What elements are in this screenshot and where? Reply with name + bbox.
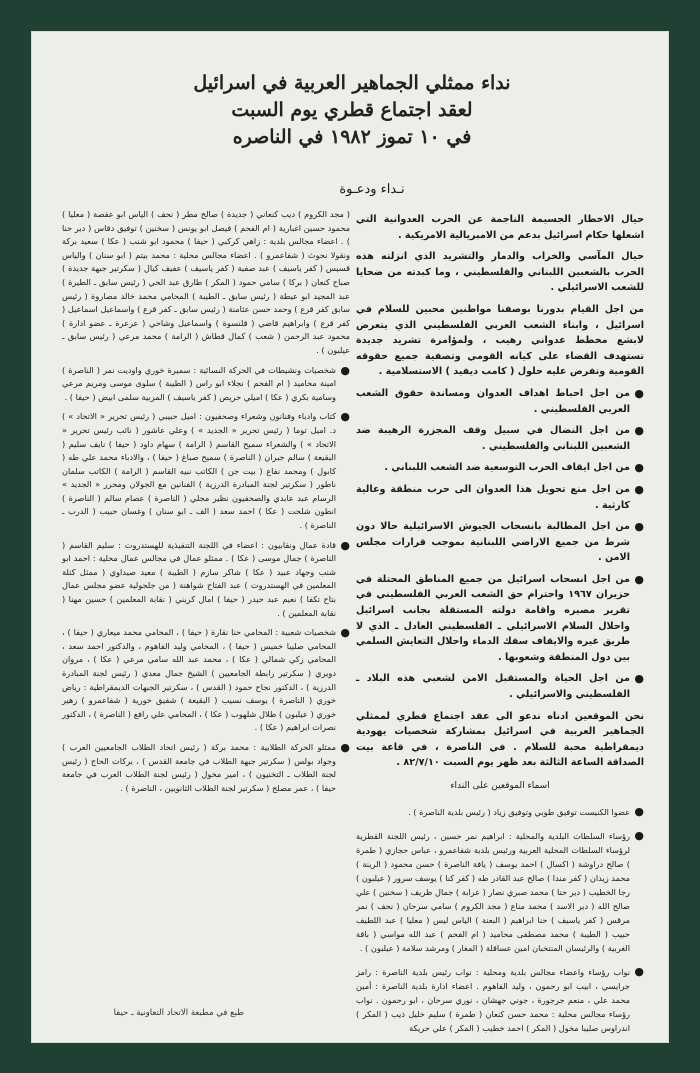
goal-item: ● من اجل المطالبة بانسحاب الجيوش الاسرائيلية حالا دون شرط من جميع الاراضي اللبنانية بموجب قرارات مجلس الامن .: [356, 519, 644, 566]
title-line-1: نداء ممثلي الجماهير العربية في اسرائيل: [193, 72, 511, 94]
goal-item: ● من اجل منع تحويل هذا العدوان الى حرب منطقة وعالية كارثية .: [356, 482, 644, 513]
signer-group: ● ممثلو الحركة الطلابية : محمد بركة ( رئيس اتحاد الطلاب الجامعيين العرب ) وجواد بولس ( سكرتير جبهة الطلاب في جامعة القدس ) ، بركات الحاج ( رئيس لجنة الطلاب ـ التخنيون ) ، امير مخول ( رئيس لجنة الطلاب العرب في جامعة حيفا ) ، عمر مصلح ( سكرتير لجنة الطلاب الثانويين ، الناصرة ) .: [62, 741, 350, 795]
signer-group: ● شخصيات ونشيطات في الحركة النسائية : سميرة خوري واوديت نمر ( الناصرة ) امينة محاميد ( ام الفحم ) نجلاء ابو راس ( الطيبة ) سلوى موسى ومريم مرعي وسامية بكري ( عكا ) اميلي حريص ( كفر ياسيف ) المربية سلمى ابيض ( حيفا ) .: [62, 364, 350, 405]
signers-heading: اسماء الموقعين على النداء: [450, 781, 550, 791]
intro-paragraph: من اجل القيام بدورنا بوصفنا مواطنين محبين للسلام في اسرائيل ، وابناء الشعب العربي الفلسطيني الذي يتعرض لابشع مخطط عدواني رهيب ، ولمؤامرة تشريد جديدة تستهدف القضاء على كيانه القومي وتصفية جميع حقوقه القومية وتفرض عليه حلول ( كامب ديفيد ) الاستسلامية .: [356, 303, 644, 378]
title-line-2: لعقد اجتماع قطري يوم السبت: [231, 99, 473, 121]
goal-item: ● من اجل انسحاب اسرائيل من جميع المناطق المحتلة في حزيران ١٩٦٧ واحترام حق الشعب العربي الفلسطيني في تقرير مصيره واقامة دولته المستقلة بجانب اسرائيل واحلال السلام الاسرائيلي ـ الفلسطيني العادل ـ الذي لا طريق غيره والايقاف سفك الدماء واحلال التعايش السلمي بين دول المنطقة وشعوبها .: [356, 572, 644, 666]
goal-item: ● من اجل ايقاف الحرب التوسعية ضد الشعب اللبناني .: [356, 460, 644, 476]
right-signer-lists: [356, 805, 644, 1035]
signer-group: ● شخصيات شعبية : المحامي حنا نقارة ( حيفا ) ، المحامي محمد ميعاري ( حيفا ) ، المحامي صليبا خميس ( حيفا ) ، المحامي وليد الفاهوم ، والدكتور احمد سعد ، المحامي زكي شمالي ( عكا ) ، محمد عبد الله سامي مرعي ( عكا ) ، مروان دويري ( سكرتير رابطة الجامعيين ) الشيخ جمال معدي ( رئيس لجنة المبادرة الدرزية ) ، الدكتور نجاح حمود ( القدس ) ، سكرتير الجبهات الديمقراطية : رياض خوري ( الناصرة ) يوسف نسيب ( البقيعة ) شفيق خورية ( شفاعمرو ) زهير خوري ( عيلبون ) طلال شلهوب ( عكا ) ، المحامي علي رافع ( الناصرة ) ، الدكتور نصرات ابراهيم ( عكا ) .: [62, 626, 350, 735]
goal-item: ● من اجل النضال في سبيل وقف المجزرة الرهيبة ضد الشعبين اللبناني والفلسطيني .: [356, 423, 644, 454]
signer-group: ● عضوا الكنيست توفيق طوبي وتوفيق زياد ( رئيس بلدية الناصرة ) .: [356, 805, 644, 819]
signer-group: ● رؤساء السلطات البلدية والمحلية : ابراهيم نمر حسين ، رئيس اللجنة القطرية لرؤساء السلطات المحلية العربية ورئيس بلدية شفاعمرو ، عباس حجازي ( طمرة ) صالح دراوشة ( اكسال ) احمد يوسف ( يافة الناصرة ) حسن محمود ( الرينة ) محمد زيدان ( كفر مندا ) صالح عبد القادر طه ( كفر كنا ) يوسف سرور ( عيلبون ) رجا الخطيب ( دير حنا ) محمد صبري نصار ( عرابة ) جمال ظريف ( سخنين ) علي صالح الله ( دير الاسد ) محمد مناع ( مجد الكروم ) سامي سرحان ( نحف ) نمر مرقس ( كفر ياسيف ) حنا ابراهيم ( البعنة ) الياس ليس ( معليا ) عبد اللطيف حبيب ( الطيبة ) محمد مصطفى محاميد ( ام الفحم ) عبد الله مواسي ( باقة الغربية ) والرئيسان المنتخبان امين عساقلة ( المغار ) ومرشد سلامة ( عيلبون ) .: [356, 829, 644, 955]
title-line-3: في ١٠ تموز ١٩٨٢ في الناصره: [232, 126, 472, 148]
signer-group: ● نواب رؤساء واعضاء مجالس بلدية ومحلية : نواب رئيس بلدية الناصرة : رامز جرايسي ، ابيب ابو رحمون ، وليد الفاهوم . اعضاء ادارة بلدية الناصرة : أمين محمد علي ، منعم جرجورة ، جوني جهشان ، نوري سرحان ، ابو رحمون . نواب رؤساء مجالس محلية : محمد حسن كنعان ( طمرة ) سليم خليل ذيب ( المكر ) اندراوس صليبا مخول ( المكر ) احمد خطيب ( المكر ) علي حريكة: [356, 965, 644, 1035]
right-column: [356, 212, 644, 1042]
call-paragraph: نحن الموقعين ادناه ندعو الى عقد اجتماع قطري لممثلي الجماهير العربية في اسرائيل بمشاركة شخصيات يهودية ديمقراطية محبة للسلام . في الناصرة ، في قاعة بيت الصداقة الساعة الثالثة بعد ظهر يوم السبت ٨٢/٧/١٠ .: [356, 710, 644, 769]
title-block: [132, 70, 572, 151]
document-page: [32, 32, 668, 1042]
printer-credit: طبع في مطبعة الاتحاد التعاونية ـ حيفا: [113, 1008, 244, 1018]
signer-group: ● قادة عمال ونقابيون : اعضاء في اللجنة التنفيذية للهستدروت : سليم القاسم ( الناصرة ) جمال موسى ( عكا ) . ممثلو عمال في مجالس عمال محلية : احمد ابو شنب وجهاد عبيد ( عكا ) شاكر سازم ( الطيبة ) معيد صيداوي ( ممثل كتلة المعلمين في الهستدروت ) عبد الفتاح شواهنة ( من جلجولية عضو مجلس عمال بتاح تكفا ) نعيم عبد حيدر ( حيفا ) امال كريني ( نقابة المعلمين ) حسين مهنا ( نقابة المعلمين ) .: [62, 539, 350, 621]
goal-item: ● من اجل الحياة والمستقبل الامن لشعبي هذه البلاد ـ الفلسطيني والاسرائيلي .: [356, 671, 644, 702]
goal-item: ● من اجل احباط اهداف العدوان ومساندة حقوق الشعب العربي الفلسطيني .: [356, 386, 644, 417]
subtitle: نـداء ودعـوة: [339, 182, 405, 197]
intro-paragraph: حيال الاخطار الجسيمة الناجمة عن الحرب العدوانية التي اشعلها حكام اسرائيل بدعم من الامبريالية الامريكية .: [356, 214, 644, 241]
signer-group: ( مجد الكروم ) ديب كنعاني ( جديدة ) صالح مطر ( نحف ) الياس ابو عقصة ( معليا ) محمود حسين اغبارية ( ام الفحم ) فيصل ابو يونس ( سخنين ) توفيق دقاس ( دير حنا ) . اعضاء مجالس بلدية : زاهي كركبي ( حيفا ) محمود ابو شنب ( عكا ) سعيد بركة ونقولا نحوث ( شفاعمرو ) . اعضاء مجالس محلية : محمد بيتم ( ابو سنان ) والياس قسيس ( كفر ياسيف ) عبد صفية ( كفر ياسيف ) عفيف كيال ( سكرتير جبهة جديدة ) صباح كنعان ( بركا ) سامي حمود ( المكر ) طارق عبد الحي ( رئيس سابق ـ الطيرة ) عبد المجيد ابو عيطة ( رئيس سابق ـ الطيبة ) المحامي محمد خالد مصاروة ( رئيس سابق كفر قرع ) وحمد حسن عثامنة ( رئيس سابق ـ كفر قرع ) واسماعيل اسماعيل ( كفر قرع ) وابراهيم قاضي ( قلنسوة ) واسماعيل وشاحي ( عرعرة ـ عضو ادارة ) محمود عبد الرحمن ( شعب ) كمال قطاش ( الرامة ) محمد مرعي ( رئيس سابق ـ عيلبون ) .: [62, 209, 350, 355]
left-column: [62, 208, 350, 801]
signer-group: ● كتاب وادباء وفنانون وشعراء وصحفيون : اميل حبيبي ( رئيس تحرير « الاتحاد » ) د. اميل توما ( رئيس تحرير « الجديد » ) وعلي عاشور ( نائب رئيس تحرير « الاتحاد » ) والشعراء سميح القاسم ( الرامة ) سهام داود ( حيفا ) نايف سليم ( البقيعة ) سالم جبران ( الناصرة ) سميح صباغ ( حيفا ) ، والادباء محمد علي طه ( كابول ) ومحمد نفاع ( بيت جن ) الكاتب نبيه القاسم ( الرامة ) الكاتب سلمان ناطور ( سكرتير لجنة المبادرة الدرزية ) الفنانين مع الجولان ومحرر « الجديد » الرسام عبد عابدي والصحفيون نظير مجلي ( الناصرة ) عصام سالم ( الناصرة ) انطون شلحت ( عكا ) احمد سعد ( الف ـ ابو سنان ) وغسان حبيب ( الدرب ـ الناصرة ) .: [62, 410, 350, 532]
intro-paragraph: حيال المآسي والخراب والدمار والتشريد الذي انزلته هذه الحرب بالشعبين اللبناني والفلسطيني ، وما كبدته من ضحايا للشعب الاسرائيلي .: [356, 251, 644, 294]
